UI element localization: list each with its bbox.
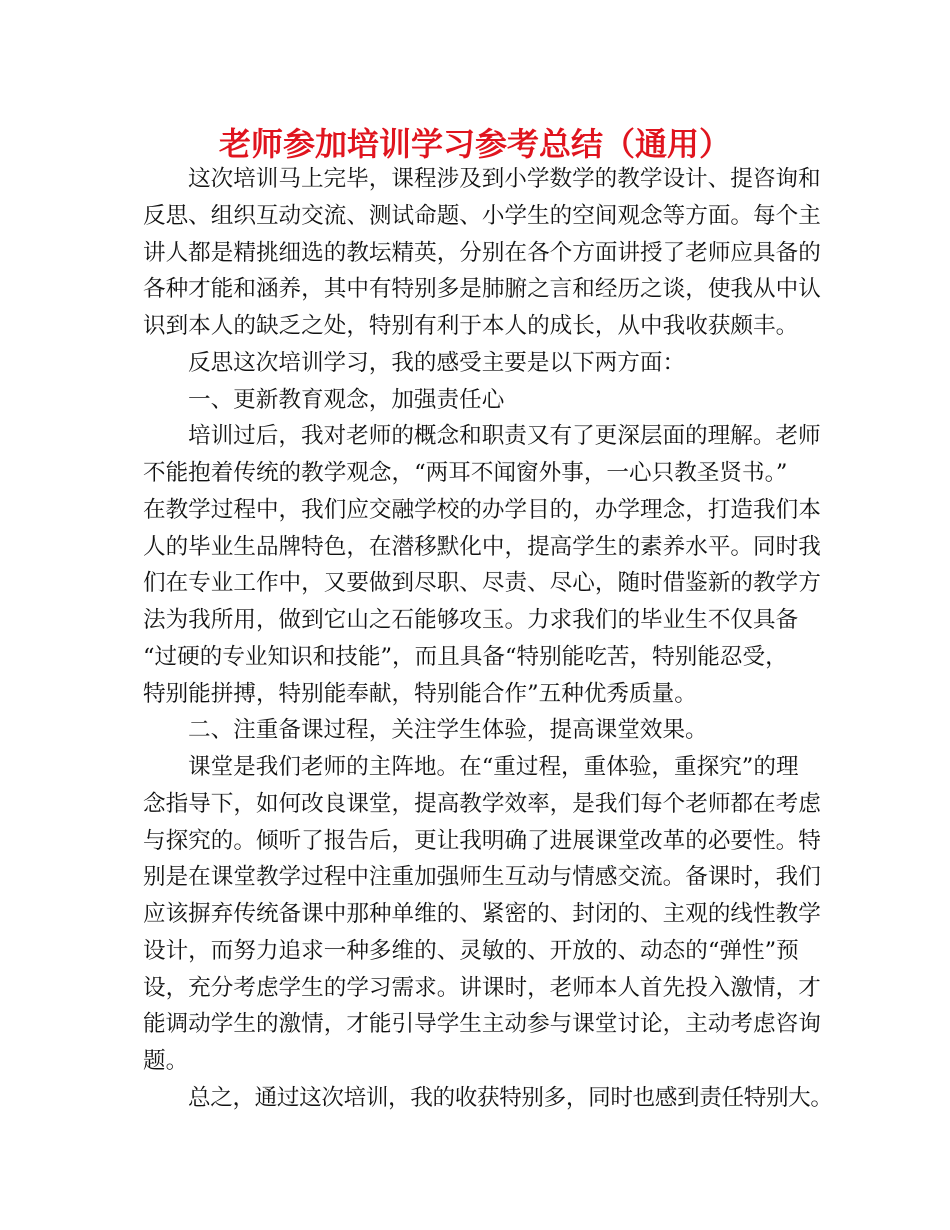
text-line: 讲人都是精挑细选的教坛精英，分别在各个方面讲授了老师应具备的 bbox=[143, 239, 821, 266]
text-line: 反思这次培训学习，我的感受主要是以下两方面： bbox=[188, 349, 686, 376]
text-line: 特别能拼搏，特别能奉献，特别能合作”五种优秀质量。 bbox=[143, 680, 697, 707]
text-line: 反思、组织互动交流、测试命题、小学生的空间观念等方面。每个主 bbox=[143, 202, 821, 229]
text-line: 设计，而努力追求一种多维的、灵敏的、开放的、动态的“弹性”预 bbox=[143, 937, 799, 964]
text-line: 一、更新教育观念，加强责任心 bbox=[188, 386, 505, 413]
text-line: 培训过后，我对老师的概念和职责又有了更深层面的理解。老师 bbox=[188, 423, 821, 450]
document-body bbox=[143, 161, 833, 1117]
text-line: 人的毕业生品牌特色，在潜移默化中，提高学生的素养水平。同时我 bbox=[143, 533, 821, 560]
text-line: 不能抱着传统的教学观念，“两耳不闻窗外事，一心只教圣贤书。” bbox=[143, 460, 788, 486]
text-line: 法为我所用，做到它山之石能够攻玉。力求我们的毕业生不仅具备 bbox=[143, 607, 799, 633]
document-title: 老师参加培训学习参考总结（通用） bbox=[218, 125, 731, 163]
text-line: 设，充分考虑学生的学习需求。讲课时，老师本人首先投入激情，才 bbox=[143, 974, 821, 1001]
text-line: 在教学过程中，我们应交融学校的办学目的，办学理念，打造我们本 bbox=[143, 496, 821, 523]
text-line: 别是在课堂教学过程中注重加强师生互动与情感交流。备课时，我们 bbox=[143, 864, 821, 891]
text-line: 这次培训马上完毕，课程涉及到小学数学的教学设计、提咨询和 bbox=[188, 166, 821, 192]
text-line: 们在专业工作中，又要做到尽职、尽责、尽心，随时借鉴新的教学方 bbox=[143, 570, 821, 597]
text-line: 题。 bbox=[143, 1048, 189, 1074]
text-line: 各种才能和涵养，其中有特别多是肺腑之言和经历之谈，使我从中认 bbox=[143, 276, 821, 303]
text-line: “过硬的专业知识和技能”，而且具备“特别能吃苦，特别能忍受， bbox=[143, 643, 788, 670]
text-line: 课堂是我们老师的主阵地。在“重过程，重体验，重探究”的理 bbox=[188, 754, 799, 780]
text-line: 二、注重备课过程，关注学生体验，提高课堂效果。 bbox=[188, 717, 708, 744]
text-line: 总之，通过这次培训，我的收获特别多，同时也感到责任特别大。 bbox=[188, 1084, 833, 1111]
text-line: 应该摒弃传统备课中那种单维的、紧密的、封闭的、主观的线性教学 bbox=[143, 901, 821, 927]
text-line: 识到本人的缺乏之处，特别有利于本人的成长，从中我收获颇丰。 bbox=[143, 313, 799, 339]
text-line: 与探究的。倾听了报告后，更让我明确了进展课堂改革的必要性。特 bbox=[143, 827, 821, 854]
text-line: 念指导下，如何改良课堂，提高教学效率，是我们每个老师都在考虑 bbox=[143, 790, 821, 817]
text-line: 能调动学生的激情，才能引导学生主动参与课堂讨论，主动考虑咨询 bbox=[143, 1011, 821, 1038]
